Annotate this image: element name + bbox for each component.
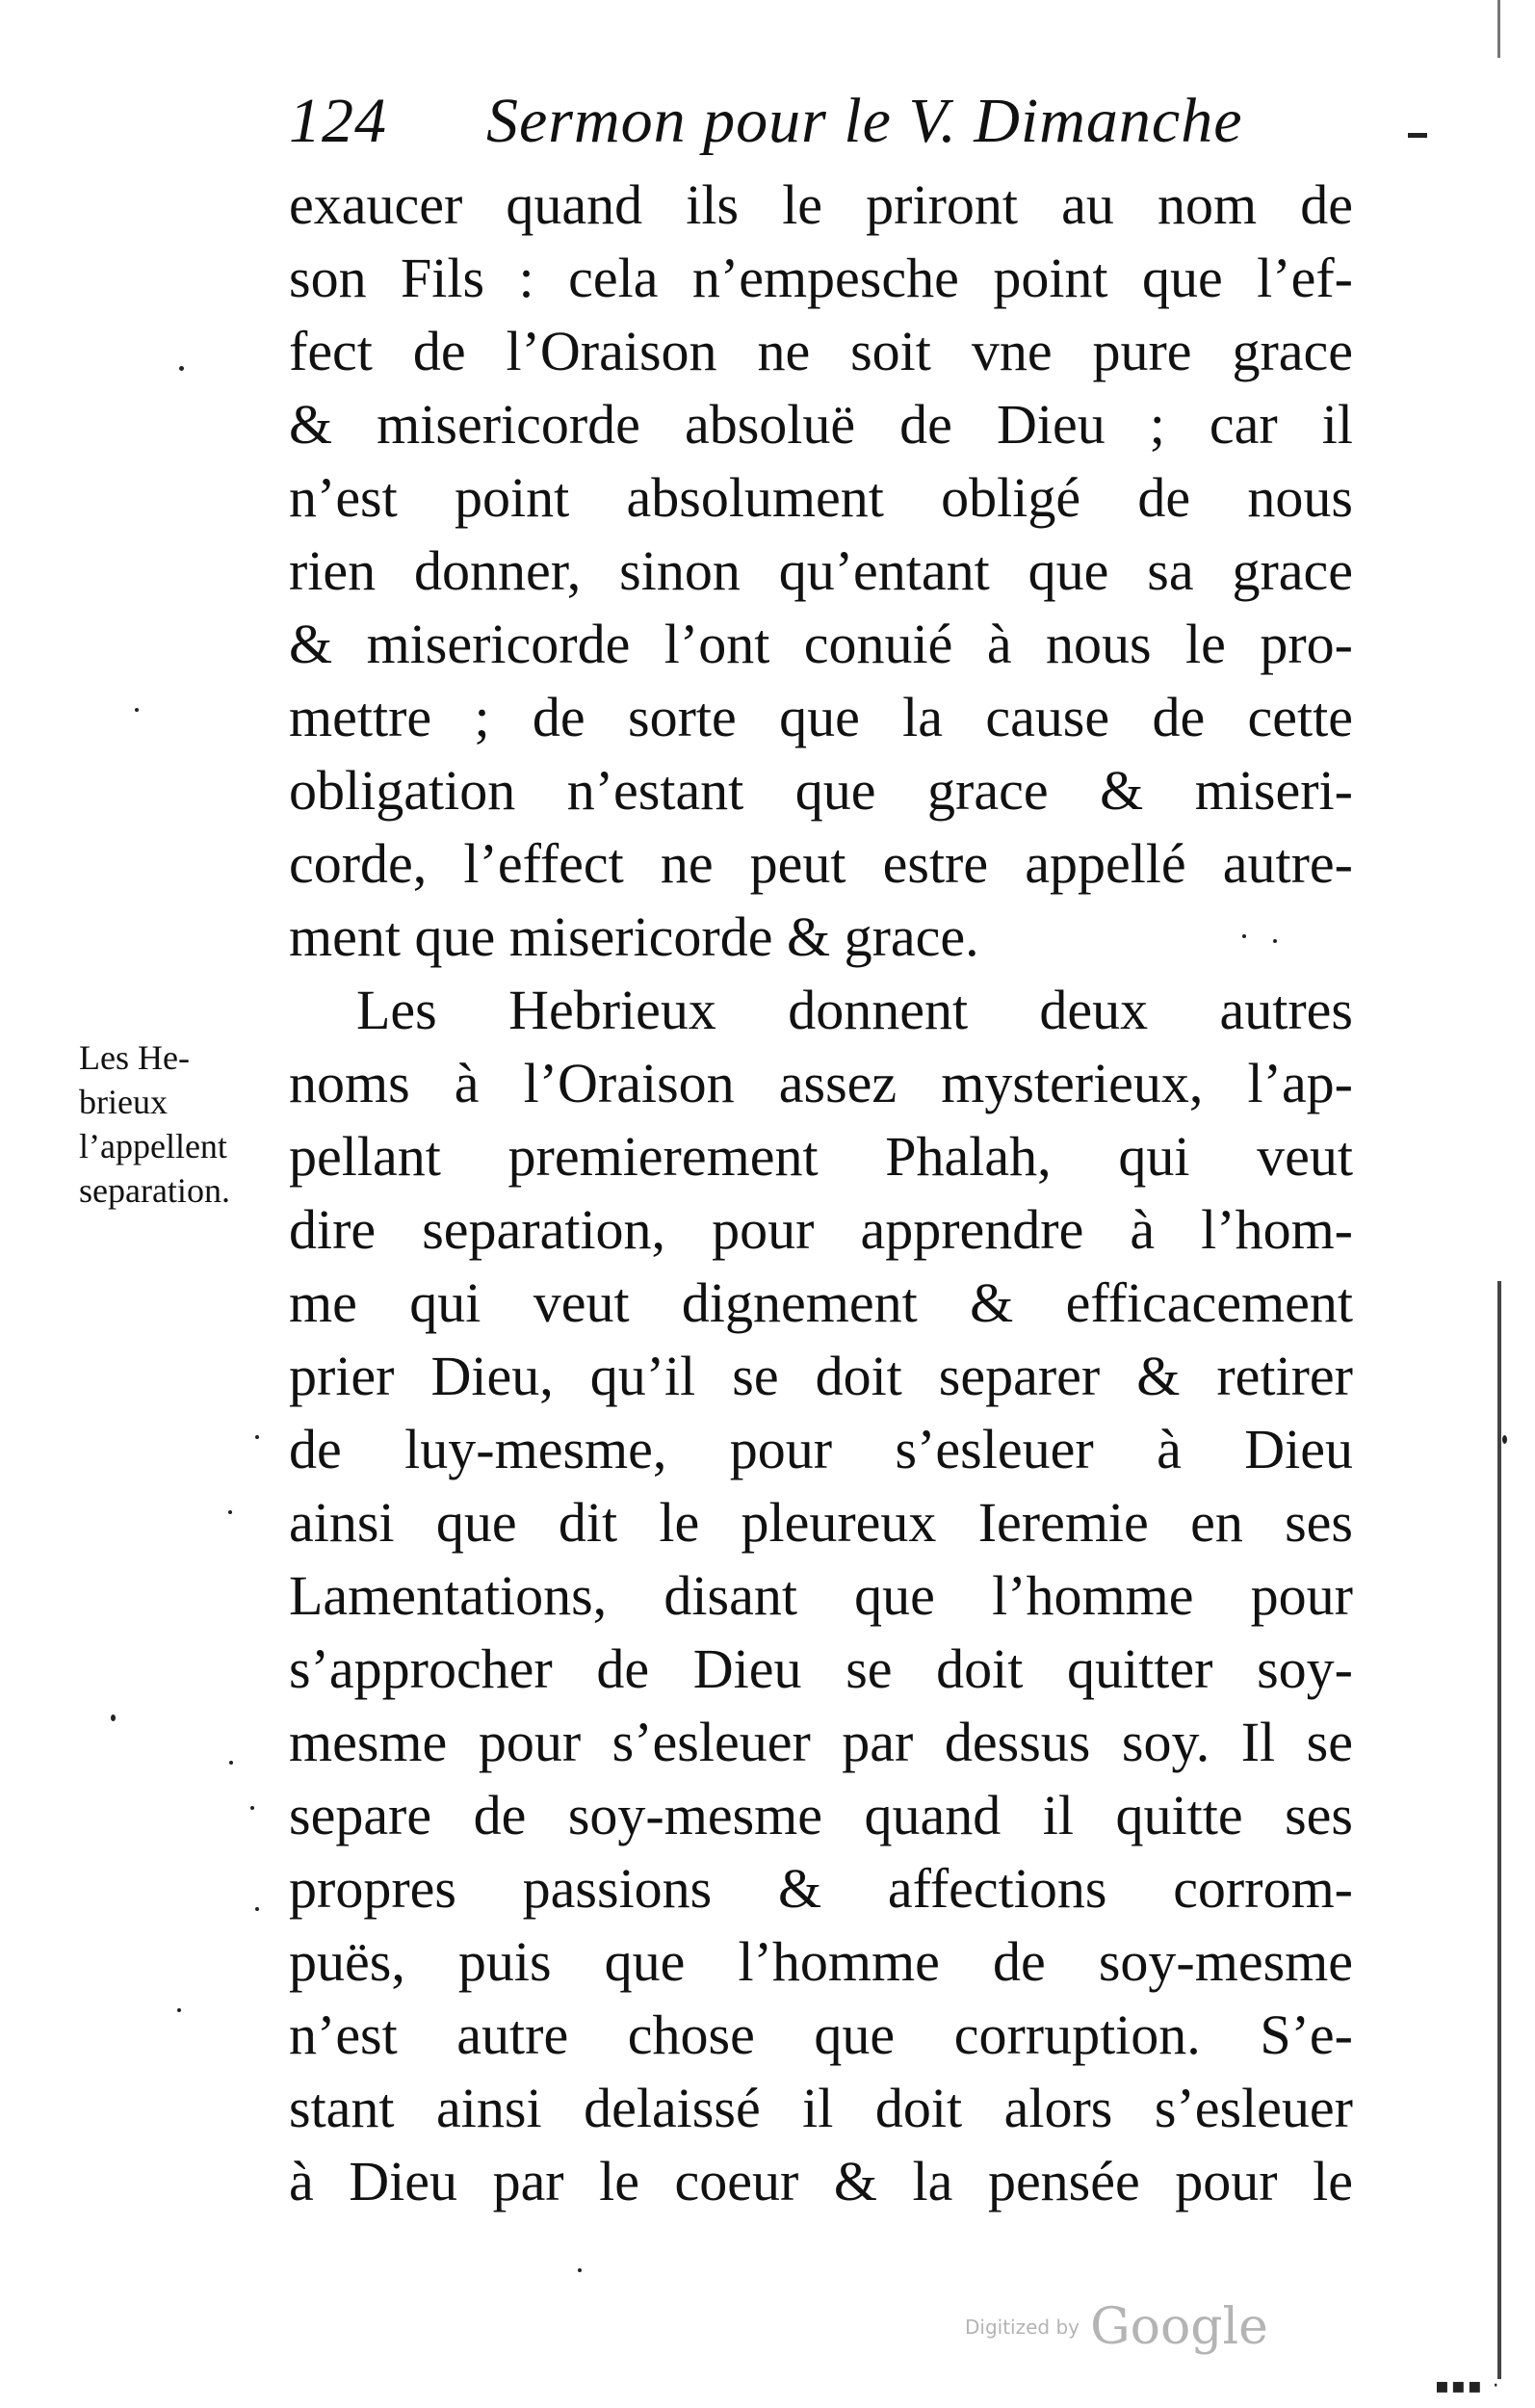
ink-speck — [1273, 939, 1277, 943]
text-line: noms à l’Oraison assez mysterieux, l’ap- — [289, 1052, 1353, 1114]
text-line: dire separation, pour apprendre à l’hom- — [289, 1198, 1353, 1261]
ink-speck — [578, 2268, 582, 2272]
text-line: Les Hebrieux donnent deux autres — [356, 979, 1353, 1041]
text-line: pellant premierement Phalah, qui veut — [289, 1125, 1353, 1188]
text-line: Lamentations, disant que l’homme pour — [289, 1564, 1353, 1627]
text-line: fect de l’Oraison ne soit vne pure grace — [289, 320, 1353, 382]
text-line: de luy-mesme, pour s’esleuer à Dieu — [289, 1418, 1353, 1480]
text-line: mesme pour s’esleuer par dessus soy. Il se — [289, 1711, 1353, 1773]
margin-note-line: brieux — [79, 1083, 168, 1121]
margin-note — [79, 1035, 281, 1213]
text-line: ment que misericorde & grace. — [289, 905, 979, 968]
ink-speck — [255, 1435, 259, 1439]
ink-speck — [1502, 1435, 1507, 1444]
text-line: separe de soy-mesme quand il quitte ses — [289, 1784, 1353, 1846]
running-header — [289, 85, 1367, 171]
text-line: stant ainsi delaissé il doit alors s’esleuer — [289, 2077, 1353, 2139]
watermark-prefix: Digitized by — [965, 2316, 1080, 2339]
ink-speck — [229, 1761, 233, 1765]
text-line: propres passions & affections corrom- — [289, 1857, 1353, 1920]
page-number: 124 — [289, 86, 387, 156]
text-line: me qui veut dignement & efficacement — [289, 1271, 1353, 1334]
text-line: ainsi que dit le pleureux Ieremie en ses — [289, 1491, 1353, 1554]
margin-note-line: Les He- — [79, 1038, 190, 1077]
ink-speck — [179, 366, 184, 371]
running-title: Sermon pour le V. Dimanche — [486, 86, 1243, 156]
ink-speck — [111, 1714, 116, 1721]
text-line: mettre ; de sorte que la cause de cette — [289, 686, 1353, 748]
margin-note-line: separation. — [79, 1171, 230, 1210]
ink-speck — [177, 2008, 181, 2012]
text-line: rien donner, sinon qu’entant que sa grace — [289, 539, 1353, 602]
digitized-watermark — [965, 2298, 1268, 2356]
margin-note-line: l’appellent — [79, 1127, 227, 1165]
text-line: puës, puis que l’homme de soy-mesme — [289, 1930, 1353, 1993]
text-line: prier Dieu, qu’il se doit separer & retirer — [289, 1345, 1353, 1407]
text-line: & misericorde absoluë de Dieu ; car il — [289, 393, 1353, 456]
page-edge-line — [1497, 1281, 1501, 2379]
corner-ink-mark: ▪▪▪ · — [1435, 2374, 1501, 2398]
header-dash — [1408, 133, 1427, 138]
ink-speck — [135, 708, 139, 712]
text-line: & misericorde l’ont conuié à nous le pro- — [289, 613, 1353, 675]
text-line: obligation n’estant que grace & miseri- — [289, 759, 1353, 822]
text-line: n’est autre chose que corruption. S’e- — [289, 2003, 1353, 2066]
ink-speck — [1242, 934, 1246, 938]
watermark-brand: Google — [1090, 2298, 1268, 2356]
text-line: exaucer quand ils le priront au nom de — [289, 173, 1353, 236]
text-line: à Dieu par le coeur & la pensée pour le — [289, 2150, 1353, 2212]
ink-speck — [255, 1907, 259, 1911]
text-line: n’est point absolument obligé de nous — [289, 466, 1353, 529]
text-line: s’approcher de Dieu se doit quitter soy- — [289, 1637, 1353, 1700]
page-edge-mark — [1497, 0, 1500, 58]
ink-speck — [228, 1510, 232, 1514]
text-line: son Fils : cela n’empesche point que l’ef- — [289, 247, 1353, 309]
ink-speck — [250, 1806, 254, 1810]
text-line: corde, l’effect ne peut estre appellé autre- — [289, 832, 1353, 895]
body-text — [289, 169, 1353, 2218]
